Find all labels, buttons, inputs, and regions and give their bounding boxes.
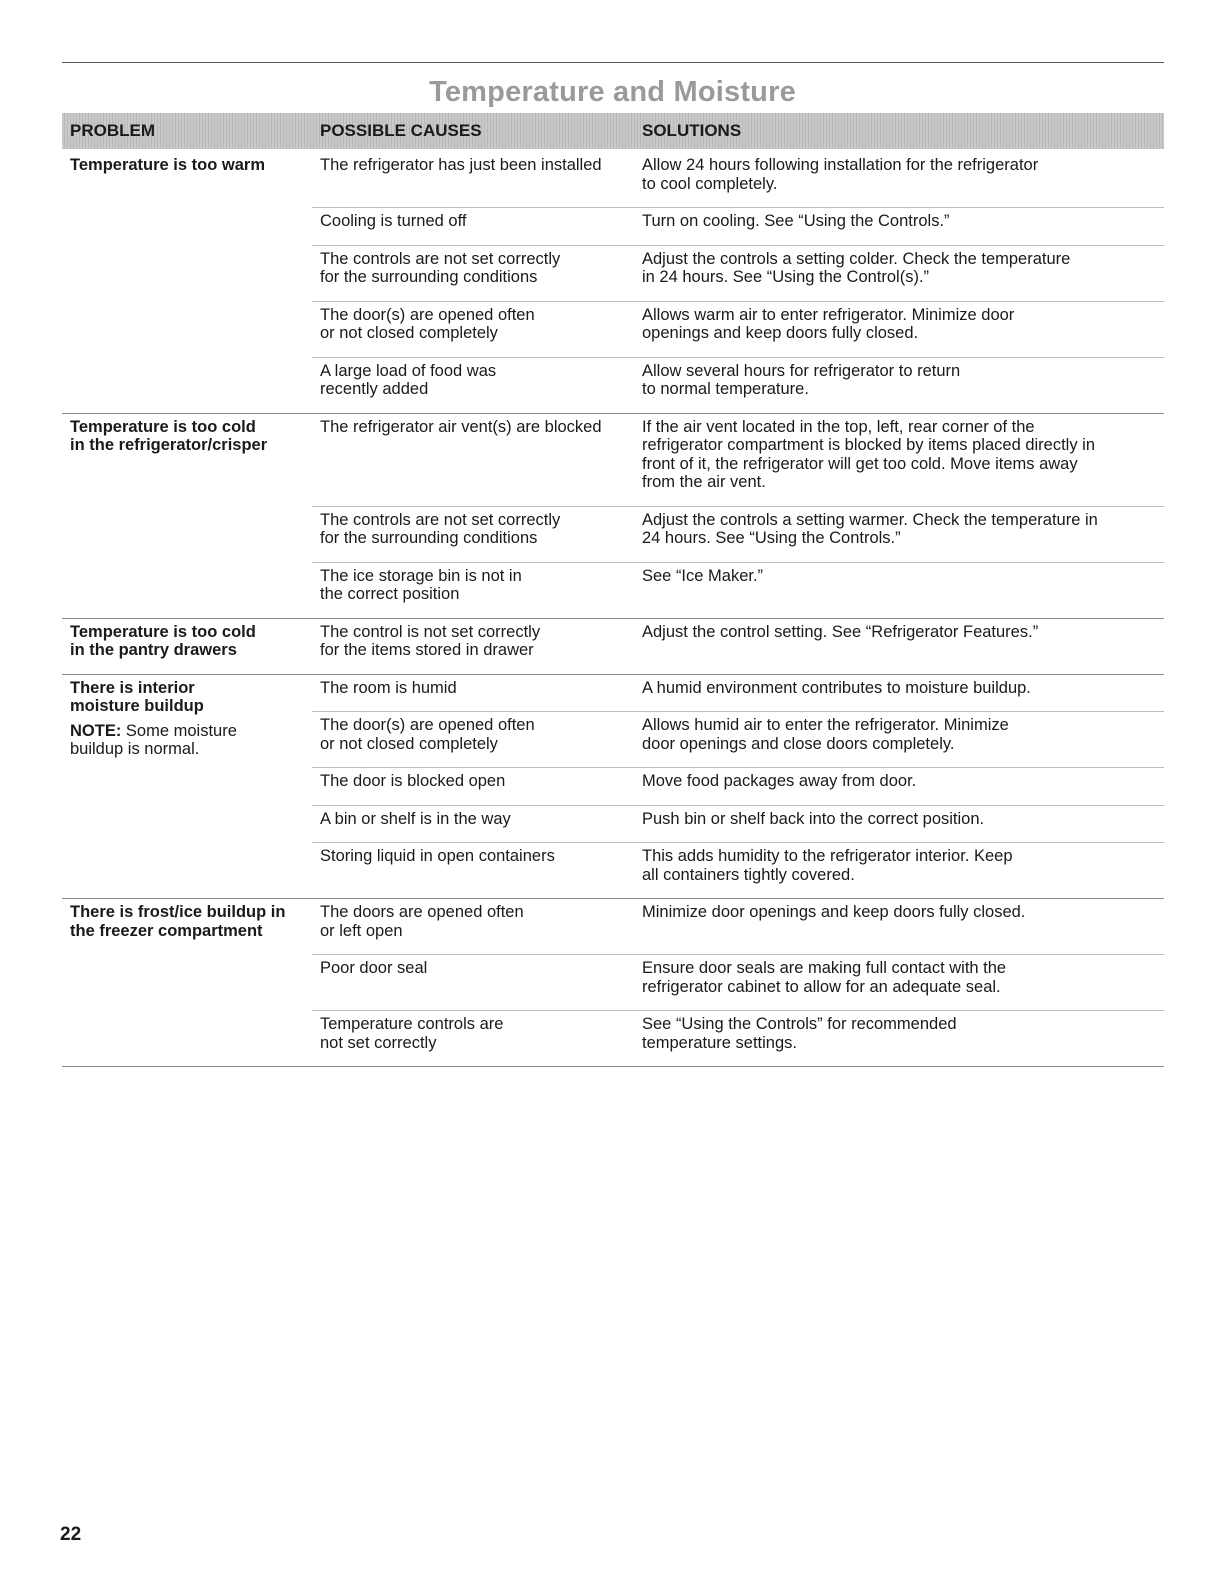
- cause-cell: A large load of food was recently added: [320, 361, 497, 398]
- table-row: [312, 563, 1164, 618]
- table-row: [312, 358, 1164, 413]
- solution-cell: Allows warm air to enter refrigerator. Minimize door openings and keep doors fully closed.: [642, 305, 1015, 342]
- problem-title: There is frost/ice buildup in the freezer compartment: [70, 903, 286, 940]
- problem-cell: [70, 623, 310, 660]
- solution-cell: A humid environment contributes to moisture buildup.: [642, 678, 1031, 697]
- solution-cell: Adjust the controls a setting colder. Check the temperature in 24 hours. See “Using the Control(s).”: [642, 249, 1071, 286]
- table-row: [312, 955, 1164, 1011]
- table-row: [312, 768, 1164, 806]
- cause-cell: The door is blocked open: [320, 772, 506, 790]
- solution-cell: See “Ice Maker.”: [642, 566, 764, 585]
- cause-cell: Cooling is turned off: [320, 212, 467, 230]
- table-row: [312, 246, 1164, 302]
- cause-cell: The ice storage bin is not in the correct position: [320, 566, 522, 603]
- table-row: [312, 843, 1164, 898]
- note-label: NOTE:: [70, 721, 122, 740]
- cause-cell: Temperature controls are not set correctly: [320, 1015, 504, 1052]
- table-row: [312, 806, 1164, 844]
- troubleshooting-table: [62, 152, 1164, 1067]
- solution-cell: If the air vent located in the top, left, rear corner of the refrigerator compartment is blocked by items placed directly in front of it, the refrigerator will get too cold. Move items away from the air vent.: [642, 417, 1096, 491]
- problem-group: [62, 414, 1164, 619]
- table-row: [312, 899, 1164, 955]
- table-row: [312, 675, 1164, 713]
- cause-cell: The room is humid: [320, 678, 457, 697]
- cause-cell: Storing liquid in open containers: [320, 847, 555, 865]
- cause-cell: The controls are not set correctly for the surrounding conditions: [320, 510, 561, 547]
- solution-cell: Minimize door openings and keep doors fully closed.: [642, 903, 1026, 921]
- table-row: [312, 507, 1164, 563]
- problem-note: [70, 722, 310, 759]
- cause-cell: The door(s) are opened often or not closed completely: [320, 716, 535, 753]
- problem-title: Temperature is too warm: [70, 156, 265, 174]
- note-text: Some moisture buildup is normal.: [70, 721, 237, 758]
- problem-title: Temperature is too cold in the pantry drawers: [70, 622, 256, 659]
- solution-cell: Adjust the controls a setting warmer. Check the temperature in 24 hours. See “Using the Controls.”: [642, 510, 1098, 547]
- problem-cell: [70, 679, 310, 759]
- cause-cell: The refrigerator air vent(s) are blocked: [320, 417, 602, 436]
- cause-cell: The door(s) are opened often or not closed completely: [320, 305, 535, 342]
- page-number: 22: [60, 1524, 82, 1545]
- cause-cell: Poor door seal: [320, 959, 428, 977]
- header-problem: PROBLEM: [70, 121, 155, 140]
- solution-cell: Turn on cooling. See “Using the Controls.”: [642, 212, 950, 230]
- header-possible-causes: POSSIBLE CAUSES: [320, 121, 482, 140]
- cause-cell: The doors are opened often or left open: [320, 903, 524, 940]
- problem-cell: [70, 903, 310, 940]
- solution-cell: Push bin or shelf back into the correct position.: [642, 809, 985, 828]
- cause-cell: A bin or shelf is in the way: [320, 809, 511, 828]
- problem-group: [62, 899, 1164, 1067]
- table-row: [312, 1011, 1164, 1066]
- solution-cell: Ensure door seals are making full contact with the refrigerator cabinet to allow for an adequate seal.: [642, 959, 1007, 996]
- table-row: [312, 152, 1164, 208]
- cause-cell: The control is not set correctly for the items stored in drawer: [320, 622, 541, 659]
- table-row: [312, 302, 1164, 358]
- problem-group: [62, 619, 1164, 675]
- problem-cell: [70, 156, 310, 175]
- solution-cell: Adjust the control setting. See “Refrigerator Features.”: [642, 622, 1039, 641]
- table-row: [312, 208, 1164, 246]
- solution-cell: Allow 24 hours following installation for the refrigerator to cool completely.: [642, 156, 1039, 193]
- problem-title: There is interior moisture buildup: [70, 678, 204, 715]
- header-solutions: SOLUTIONS: [642, 121, 742, 140]
- solution-cell: This adds humidity to the refrigerator interior. Keep all containers tightly covered.: [642, 847, 1013, 884]
- top-rule: [62, 62, 1164, 63]
- table-row: [312, 712, 1164, 768]
- problem-title: Temperature is too cold in the refrigerator/crisper: [70, 417, 268, 454]
- solution-cell: Allows humid air to enter the refrigerator. Minimize door openings and close doors completely.: [642, 716, 1009, 753]
- problem-group: [62, 152, 1164, 414]
- cause-cell: The controls are not set correctly for the surrounding conditions: [320, 249, 561, 286]
- solution-cell: Allow several hours for refrigerator to return to normal temperature.: [642, 361, 961, 398]
- problem-cell: [70, 418, 310, 455]
- table-header: [62, 113, 1164, 149]
- problem-group: [62, 675, 1164, 900]
- cause-cell: The refrigerator has just been installed: [320, 156, 602, 174]
- table-row: [312, 619, 1164, 674]
- solution-cell: Move food packages away from door.: [642, 772, 917, 790]
- page-title: Temperature and Moisture: [429, 76, 796, 108]
- solution-cell: See “Using the Controls” for recommended temperature settings.: [642, 1015, 957, 1052]
- table-row: [312, 414, 1164, 507]
